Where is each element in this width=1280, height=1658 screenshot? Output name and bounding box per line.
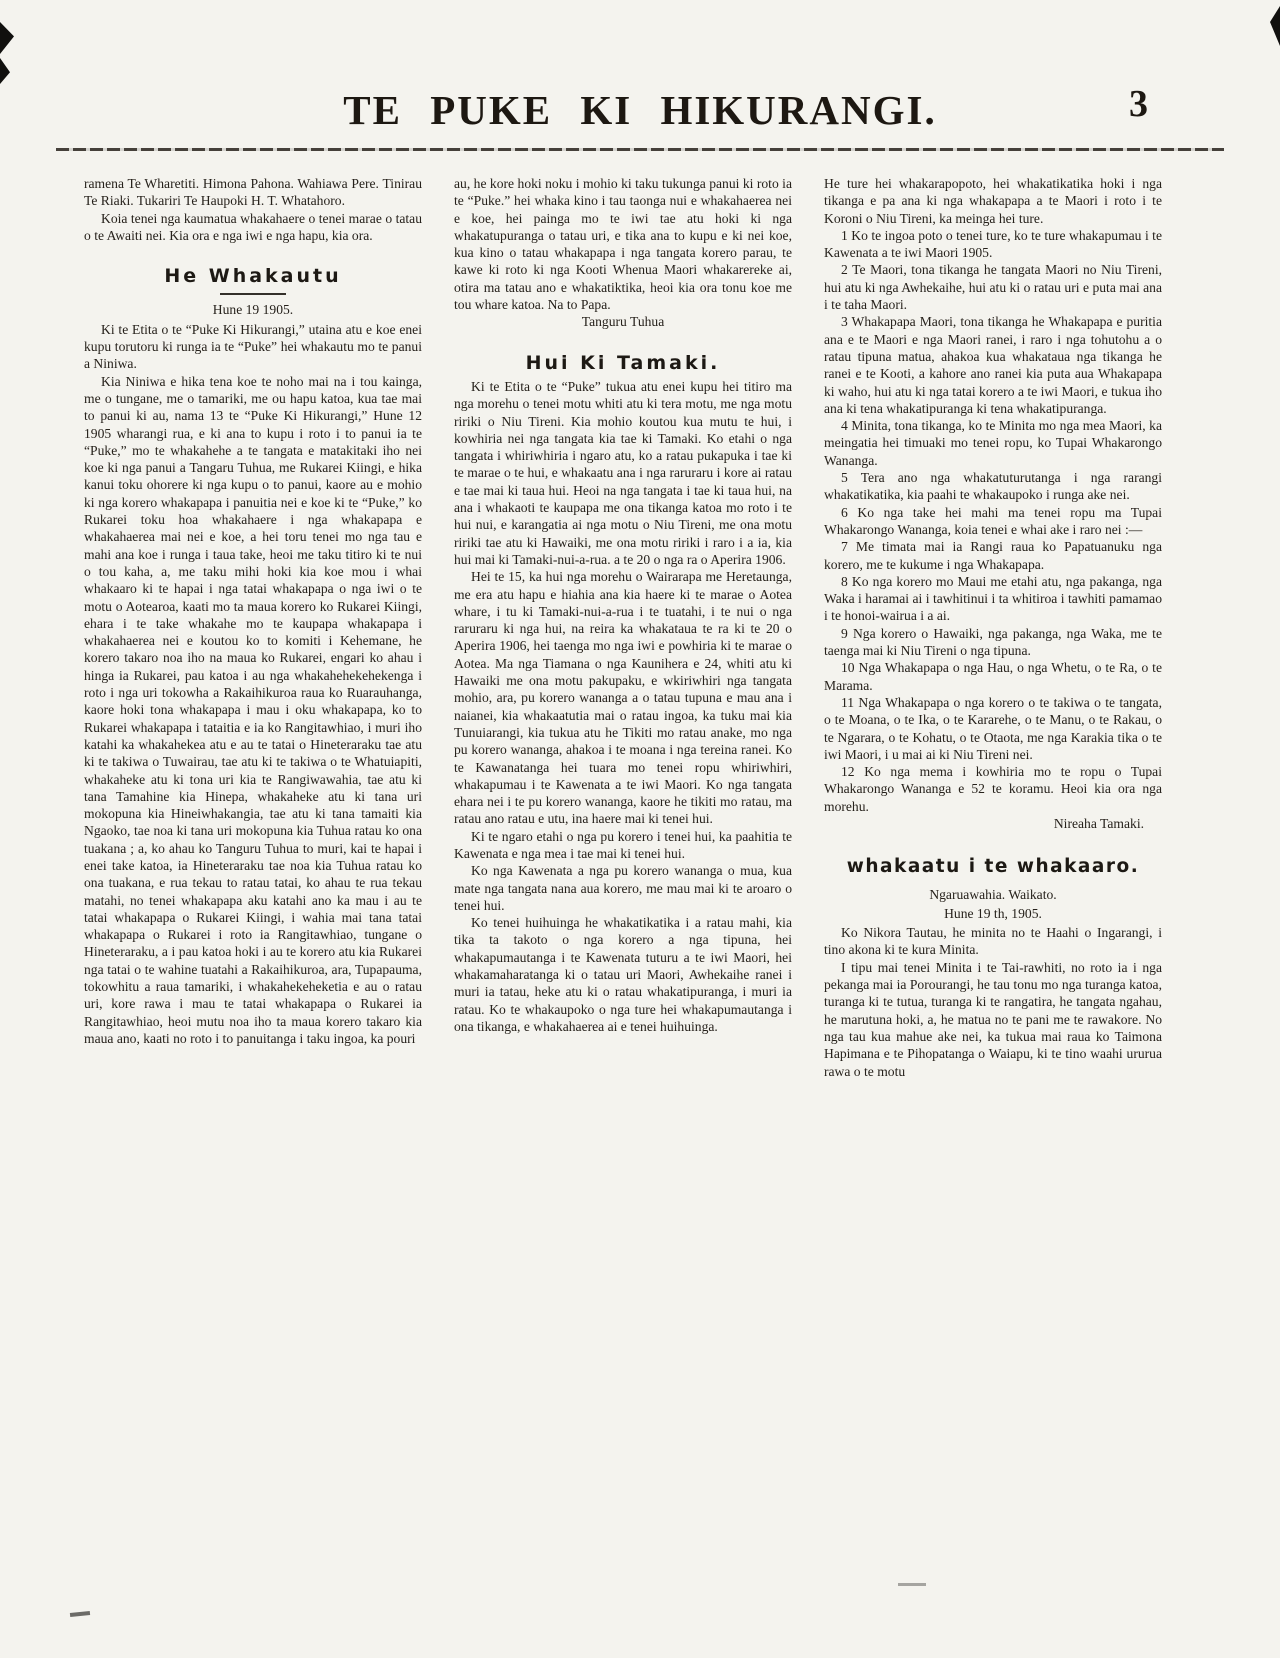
signature: Nireaha Tamaki. (1053, 815, 1144, 831)
paragraph: 3 Whakapapa Maori, tona tikanga he Whakapapa e puritia ana e te Maori e nga Maori ranei, i raro i nga tohutohu a o ratau tipuna matua, ahakoa kua whakataua nga tikanga he ranei e te Kooti, a kahore ano ranei kia puta aua Whakapapa ki waho, hui atu ki nga tatai korero a te iwi Maori, e tukua iho ana ki tena whakatipuranga ki tena whakatipuranga. (824, 314, 1162, 416)
paragraph: Hei te 15, ka hui nga morehu o Wairarapa me Heretaunga, me era atu hapu e hiahia ana kia haere ki te marae o Aotea whare, i tu ki Tamaki-nui-a-rua i te tuatahi, i te nui o nga raruraru ki nga hui, na reira ka whakataua te ra ki te 20 o Aperira 1906, hei taenga mo nga iwi e powhiria ki te marae o Aotea. Ma nga Tiamana o nga Kaunihera e 24, whiti atu ki Hawaiki me ona motu pakupaku, e wkiriwhiri nga tangata mohio, ara, pu korero wananga a o tatau tupuna e mau ana i naianei, kia whakaatutia mai o ratau ingoa, ka tuku mai kia Tunuiarangi, kia tukua atu he Tikiti mo ratau anake, mo nga pu korero wananga, ahakoa i te moana i nga tereina ranei. Ko te Kawanatanga hei tuara mo tenei ropu whiriwhiri, whakapumau i te Kawenata a te iwi Maori. Ko nga tangata ehara nei i te pu korero wananga, kaore he tikiti mo ratau, ma ratau ano ratau e utu, ina haere mai ki tenei hui. (454, 569, 792, 827)
column-1 (84, 175, 422, 1080)
paragraph: 12 Ko nga mema i kowhiria mo te ropu o Tupai Whakarongo Wananga e 52 te koramu. Heoi kia ora nga morehu. (824, 764, 1162, 814)
section-heading-whakaatu: whakaatu i te whakaaro. (846, 856, 1140, 878)
paragraph: au, he kore hoki noku i mohio ki taku tukunga panui ki roto ia te “Puke.” hei whaka kino i tau taonga nui e whakahaerea nei e koe, hei painga mo te iwi tae atu hoki ki nga whakatupuranga o tatau uri, e tika ana to kupu e ki nei koe, kua kino o tatau whakapapa i nga tangata korero parau, te kawe ki roto ki nga Kooti Whenua Maori whakarereke ai, otira ma tatau ano e whakatiktika, heoi kia ora tonu koe me tou whare katoa. Na to Papa. (454, 176, 792, 313)
scan-artifact (898, 1583, 926, 1586)
paragraph: 1 Ko te ingoa poto o tenei ture, ko te ture whakapumau i te Kawenata a te iwi Maori 1905. (824, 227, 1162, 261)
scan-artifact (70, 1611, 90, 1617)
paragraph: 6 Ko nga take hei mahi ma tenei ropu ma Tupai Whakarongo Wananga, koia tenei e whai ake i raro nei :— (824, 504, 1162, 537)
masthead (0, 0, 1280, 134)
paragraph: 10 Nga Whakapapa o nga Hau, o nga Whetu, o te Ra, o te Marama. (824, 660, 1162, 693)
paragraph: Ki te ngaro etahi o nga pu korero i tenei hui, ka paahitia te Kawenata e nga mea i tae mai ki tenei hui. (454, 828, 792, 861)
paragraph: 5 Tera ano nga whakatuturutanga i nga rarangi whakatikatika, kia paahi te whakaupoko i runga ake nei. (824, 470, 1162, 503)
newspaper-title: TE PUKE KI HIKURANGI. (343, 87, 937, 133)
paragraph: Ko nga Kawenata a nga pu korero wananga o mua, kua mate nga tangata nana aua korero, me mau mai ki te aroaro o tenei hui. (454, 863, 792, 913)
article-columns (0, 151, 1280, 1080)
paragraph: ramena Te Wharetiti. Himona Pahona. Wahiawa Pere. Tinirau Te Riaki. Tukariri Te Haupoki H. T. Whatahoro. (84, 176, 422, 209)
signature: Tanguru Tuhua (581, 314, 665, 330)
paragraph: He ture hei whakarapopoto, hei whakatikatika hoki i nga tikanga e pa ana ki nga whakapapa a te Maori i roto i te Koroni o Niu Tireni, ka meinga hei ture. (824, 176, 1162, 226)
paragraph: 2 Te Maori, tona tikanga he tangata Maori no Niu Tireni, hui atu ki nga Awhekaihe, hui atu ki o ratau uri e puta mai ana i te taha Maori. (824, 262, 1162, 313)
paragraph: 11 Nga Whakapapa o nga korero o te takiwa o te tangata, o te Moana, o te Ika, o te Kararehe, o te Manu, o te Rakau, o te Ngarara, o te Kohatu, o te Otaota, me nga Karakia tika o te iwi Maori, i u mai ai ki Niu Tireni nei. (824, 694, 1162, 762)
paragraph: Koia tenei nga kaumatua whakahaere o tenei marae o tatau o te Awaiti nei. Kia ora e nga iwi e nga hapu, kia ora. (84, 210, 422, 243)
page-number: 3 (1129, 83, 1148, 125)
paragraph: 8 Ko nga korero mo Maui me etahi atu, nga pakanga, nga Waka i haramai ai i tawhitinui i ta whitiroa i tawhiti pamamao i te honoi-wairua i a ai. (824, 573, 1162, 624)
paragraph: 7 Me timata mai ia Rangi raua ko Papatuanuku nga korero, me te kukume i nga Whakapapa. (824, 539, 1162, 572)
paragraph: 4 Minita, tona tikanga, ko te Minita mo nga mea Maori, ka meingatia hei timuaki mo tenei ropu, ko Tupai Whakarongo Wananga. (824, 418, 1162, 468)
paragraph: Kia Niniwa e hika tena koe te noho mai na i tou kainga, me o tungane, me o tamariki, me ou hapu katoa, kua tae mai to panui ki au, nama 13 te “Puke Ki Hikurangi,” Hune 12 1905 wharangi rua, e ki ana to kupu i roto i to panui ia te “Puke,” mo te whakahehe a te tangata e matakitaki iho nei koe ki nga panui a Tangaru Tuhua, me Rukarei Kiingi, e hika kanui toku ohorere ki nga kupu o to panui, kaore au e mohio ki nga korero whakapapa i panuitia nei e koe ki te “Puke,” ko Rukarei toku hoa whakahaere i nga whakapapa e whakahaerea mai nei e koe, a hei toru tenei mo nga tau e mahi ana koe i runga i taua take, heoi me taku titiro ki te nui o tou kaha, a, me taku mihi hoki kia koe mou i whai whakaaro ki te hapai i nga tatai whakapapa o nga iwi o te motu o Aotearoa, kaati mo ta maua korero ko Rukarei Kiingi, ehara i te take whakahe mo te kaupapa whakapapa i whakahaerea nei e koutou ko to komiti i Kehemane, he korero takaro noa iho na maua ko Rukarei, engari ko ahau i hinga ia Rukarei, pau katoa i au nga whakahehekehekenga i roto i nga uri tokowha a Rakaihikuroa raua ko Ruarauhanga, kaore hoki tona whakapapa i mau i oku whakapapa, ko to Rukarei whakapapa i tataitia e ia ko Rangitawhiao, i muri iho katahi ka whakahekea atu e au te tatai o Hineteraraku tae atu ki te takiwa o Tuwairau, tae atu ki te takiwa o te Whatuiapiti, whakaheke atu ki tona uri kia te Rangiwawahia, tae atu ki tana Tamahine kia Hinepa, whakaheke atu ki tana uri mokopuna kia Hineiwhakangia, tae atu ki tana tamaiti kia Ngaoko, tae noa ki tana uri mokopuna kia Tuhua ratau ko ona tuakana ; a, ko ahau ko Tanguru Tuhua to muri, kai te hapai i enei take katoa, ia Hineteraraku tae noa kia Tuhua ratau ko ona tuakana, e rua tekau to ratau tatai, ko ahau te rua tekau matahi, no tenei whakapapa aku katahi ano ka mau i au te tatai whakapapa o Rukarei Kiingi, i wahia mai tana tatai whakapapa o Rukarei i roto ia Rangitawhiao, tungane o Hineteraraku, a i pau katoa hoki i au te korero atu kia Rukarei nga tatai o te wahine tuatahi a Rakaihikuroa, ara, Tupapauma, tokowhitu a raua tamariki, i whakahekeheketia e au o ratau uri, kore rawa i mau te tatai whakapapa o Rukarei ia Rangitawhiao, heoi mutu noa iho ta maua korero takaro kia maua ano, kaati no roto i to panuitanga i taku ingoa, ka pouri (84, 373, 422, 1046)
column-3 (824, 175, 1162, 1080)
column-2 (454, 175, 792, 1080)
paragraph: I tipu mai tenei Minita i te Tai-rawhiti, no roto ia i nga pekanga mai ia Porourangi, he tau tonu mo nga turanga katoa, turanga ki te tutua, turanga ki te rangatira, he tangata ngahau, he marutuna hoki, a, he matua no te pani me te rawakore. No nga tau kua mahue ake nei, ka tukua mai raua ko Taimona Hapimana e te Pihopatanga o Waiapu, ki te tino waahi ururua rawa o te motu (824, 959, 1162, 1079)
heading-divider (220, 293, 286, 295)
paragraph: Ki te Etita o te “Puke Ki Hikurangi,” utaina atu e koe enei kupu torutoru ki runga ia te “Puke” hei whakautu mo te panui a Niniwa. (84, 321, 422, 372)
paragraph: Ko tenei huihuinga he whakatikatika i a ratau mahi, kia tika ta takoto o nga korero a nga tipuna, hei whakapumautanga i te Kawenata tuturu a te iwi Maori, hei whakamaharatanga ki o tatau uri Maori, Awhekaihe ranei i muri ia tatau, heke atu ki o ratau whakatipuranga, i muri ia ratau. Ko te whakaupoko o nga ture hei whakapumautanga i ona tikanga, e whakahaerea ai e tenei huihuinga. (454, 915, 792, 1034)
dateline: Hune 19 th, 1905. (944, 905, 1042, 921)
dateline: Hune 19 1905. (212, 302, 294, 318)
section-heading-he-whakautu: He Whakautu (164, 265, 342, 288)
dateline: Ngaruawahia. Waikato. (929, 886, 1057, 902)
paragraph: Ko Nikora Tautau, he minita no te Haahi o Ingarangi, i tino akona ki te kura Minita. (824, 925, 1162, 958)
paragraph: Ki te Etita o te “Puke” tukua atu enei kupu hei titiro ma nga morehu o tenei motu whiti atu ki tera motu, me nga motu ririki o Niu Tireni. Kia mohio koutou kua mutu te hui, i kowhiria nei nga tangata kia tae ki Tamaki. Ko etahi o nga tangata i whiriwhiria i ngaro atu, ko a ratau pukapuka i tae ki te marae o te hui, e whakaatu ana i nga raruraru i kore ai ratau e tae mai ki taua hui. Heoi na nga tangata i tae ki taua hui, na ana i whakaoti te kaupapa me ona tikanga katoa mo roto i te hui nui, e karangatia ai nga motu o Niu Tireni, me ona motu ririki tae atu ki Hawaiki, me ona motu ririki i raro i a ia, kia hui mai ki Tamaki-nui-a-rua. a te 20 o nga ra o Aperira 1906. (454, 378, 792, 567)
section-heading-hui-ki-tamaki: Hui Ki Tamaki. (525, 351, 721, 374)
paragraph: 9 Nga korero o Hawaiki, nga pakanga, nga Waka, me te taenga mai ki Niu Tireni o nga tipuna. (824, 625, 1162, 659)
